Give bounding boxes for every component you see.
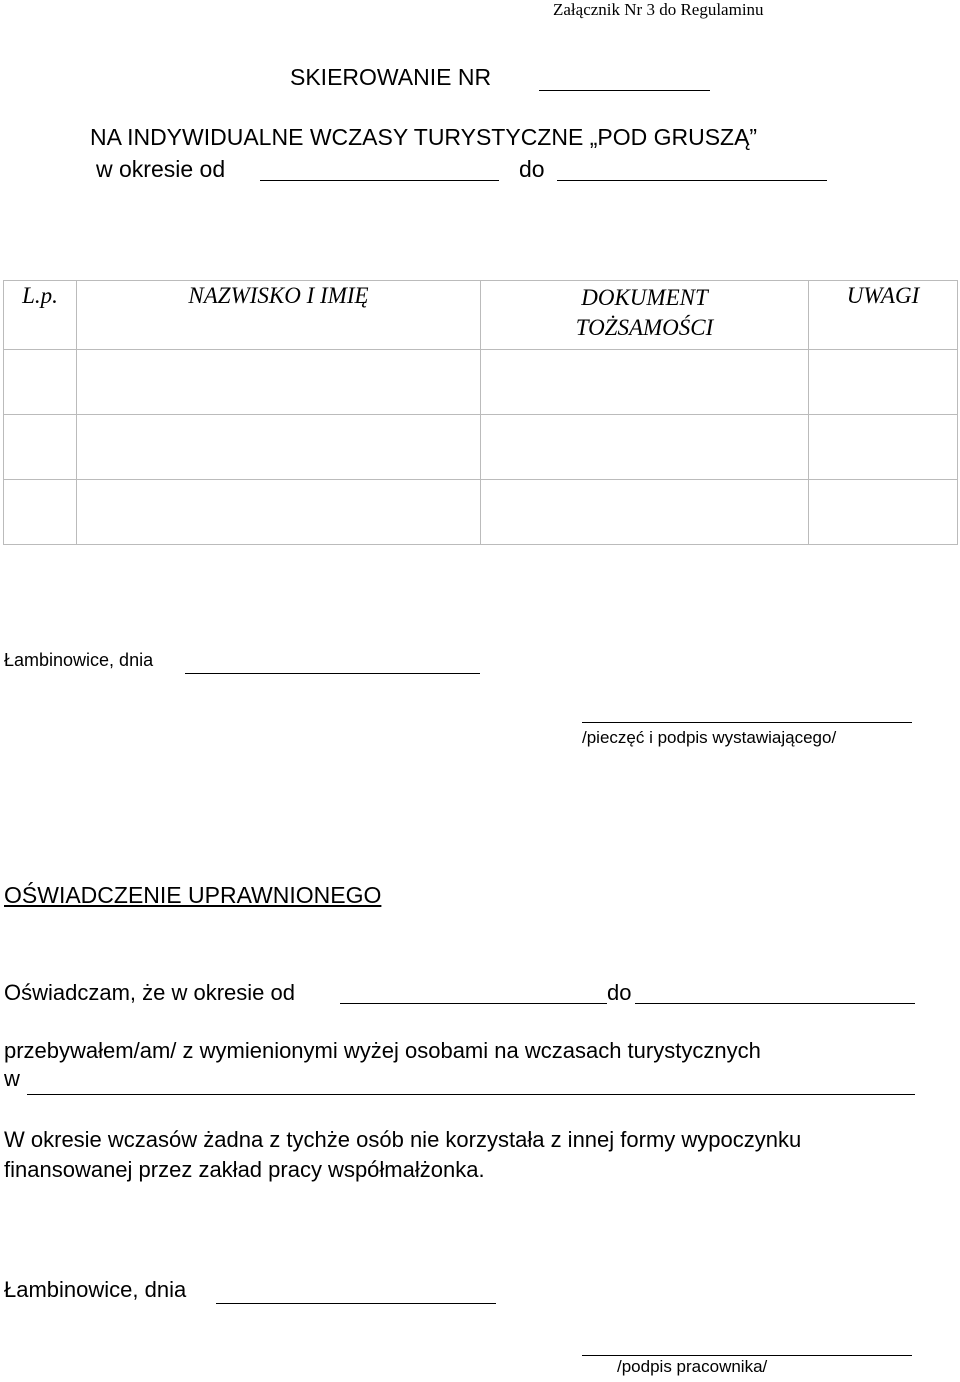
statement-line-1 bbox=[4, 980, 295, 1006]
participants-table bbox=[3, 280, 958, 545]
table-row bbox=[4, 350, 958, 415]
cell-id-document[interactable] bbox=[481, 350, 809, 415]
statement-line-5: finansowanej przez zakład pracy współmałżonka. bbox=[4, 1157, 485, 1182]
employee-place-date-label: Łambinowice, dnia bbox=[4, 1277, 187, 1302]
referral-subtitle: NA INDYWIDUALNE WCZASY TURYSTYCZNE „POD GRUSZĄ” bbox=[90, 124, 758, 150]
cell-id-document[interactable] bbox=[481, 415, 809, 480]
referral-title bbox=[290, 64, 491, 91]
statement-line-4: W okresie wczasów żadna z tychże osób nie korzystała z innej formy wypoczynku bbox=[4, 1127, 802, 1152]
cell-id-document[interactable] bbox=[481, 480, 809, 545]
cell-name[interactable] bbox=[77, 350, 481, 415]
issuer-signature-caption: /pieczęć i podpis wystawiającego/ bbox=[582, 728, 837, 747]
cell-lp[interactable] bbox=[4, 415, 77, 480]
statement-period-to-label: do bbox=[607, 980, 632, 1005]
employee-signature-caption: /podpis pracownika/ bbox=[617, 1357, 768, 1376]
col-header-notes: UWAGI bbox=[809, 281, 958, 350]
issuer-signature-line[interactable] bbox=[582, 722, 912, 723]
referral-title-text: SKIEROWANIE NR bbox=[290, 64, 492, 90]
period-to-field[interactable] bbox=[557, 180, 827, 181]
cell-lp[interactable] bbox=[4, 350, 77, 415]
statement-line-2: przebywałem/am/ z wymienionymi wyżej osobami na wczasach turystycznych bbox=[4, 1038, 761, 1063]
table-row bbox=[4, 415, 958, 480]
col-header-id-document-text: DOKUMENT TOŻSAMOŚCI bbox=[575, 285, 714, 340]
statement-period-from-field[interactable] bbox=[340, 1003, 607, 1004]
cell-notes[interactable] bbox=[809, 415, 958, 480]
statement-heading: OŚWIADCZENIE UPRAWNIONEGO bbox=[4, 882, 382, 908]
cell-name[interactable] bbox=[77, 480, 481, 545]
cell-lp[interactable] bbox=[4, 480, 77, 545]
statement-location-label: w bbox=[4, 1066, 20, 1091]
period-to-label: do bbox=[519, 156, 545, 182]
annex-reference: Załącznik Nr 3 do Regulaminu bbox=[553, 0, 764, 19]
referral-number-field[interactable] bbox=[539, 90, 710, 91]
table-row bbox=[4, 480, 958, 545]
col-header-lp: L.p. bbox=[4, 281, 77, 350]
statement-location-field[interactable] bbox=[27, 1094, 915, 1095]
cell-notes[interactable] bbox=[809, 480, 958, 545]
period-from-field[interactable] bbox=[260, 180, 499, 181]
table-header-row bbox=[4, 281, 958, 350]
issuer-place-date-label: Łambinowice, dnia bbox=[4, 650, 154, 670]
employee-date-field[interactable] bbox=[216, 1303, 496, 1304]
statement-period-from-label: Oświadczam, że w okresie od bbox=[4, 980, 295, 1005]
statement-period-to-field[interactable] bbox=[635, 1003, 915, 1004]
col-header-id-document bbox=[481, 281, 809, 350]
period-from-label: w okresie od bbox=[96, 156, 226, 182]
cell-name[interactable] bbox=[77, 415, 481, 480]
period-row bbox=[96, 156, 225, 183]
col-header-name: NAZWISKO I IMIĘ bbox=[77, 281, 481, 350]
employee-signature-line[interactable] bbox=[582, 1355, 912, 1356]
cell-notes[interactable] bbox=[809, 350, 958, 415]
statement-line-3 bbox=[4, 1066, 20, 1092]
issuer-date-field[interactable] bbox=[185, 673, 480, 674]
